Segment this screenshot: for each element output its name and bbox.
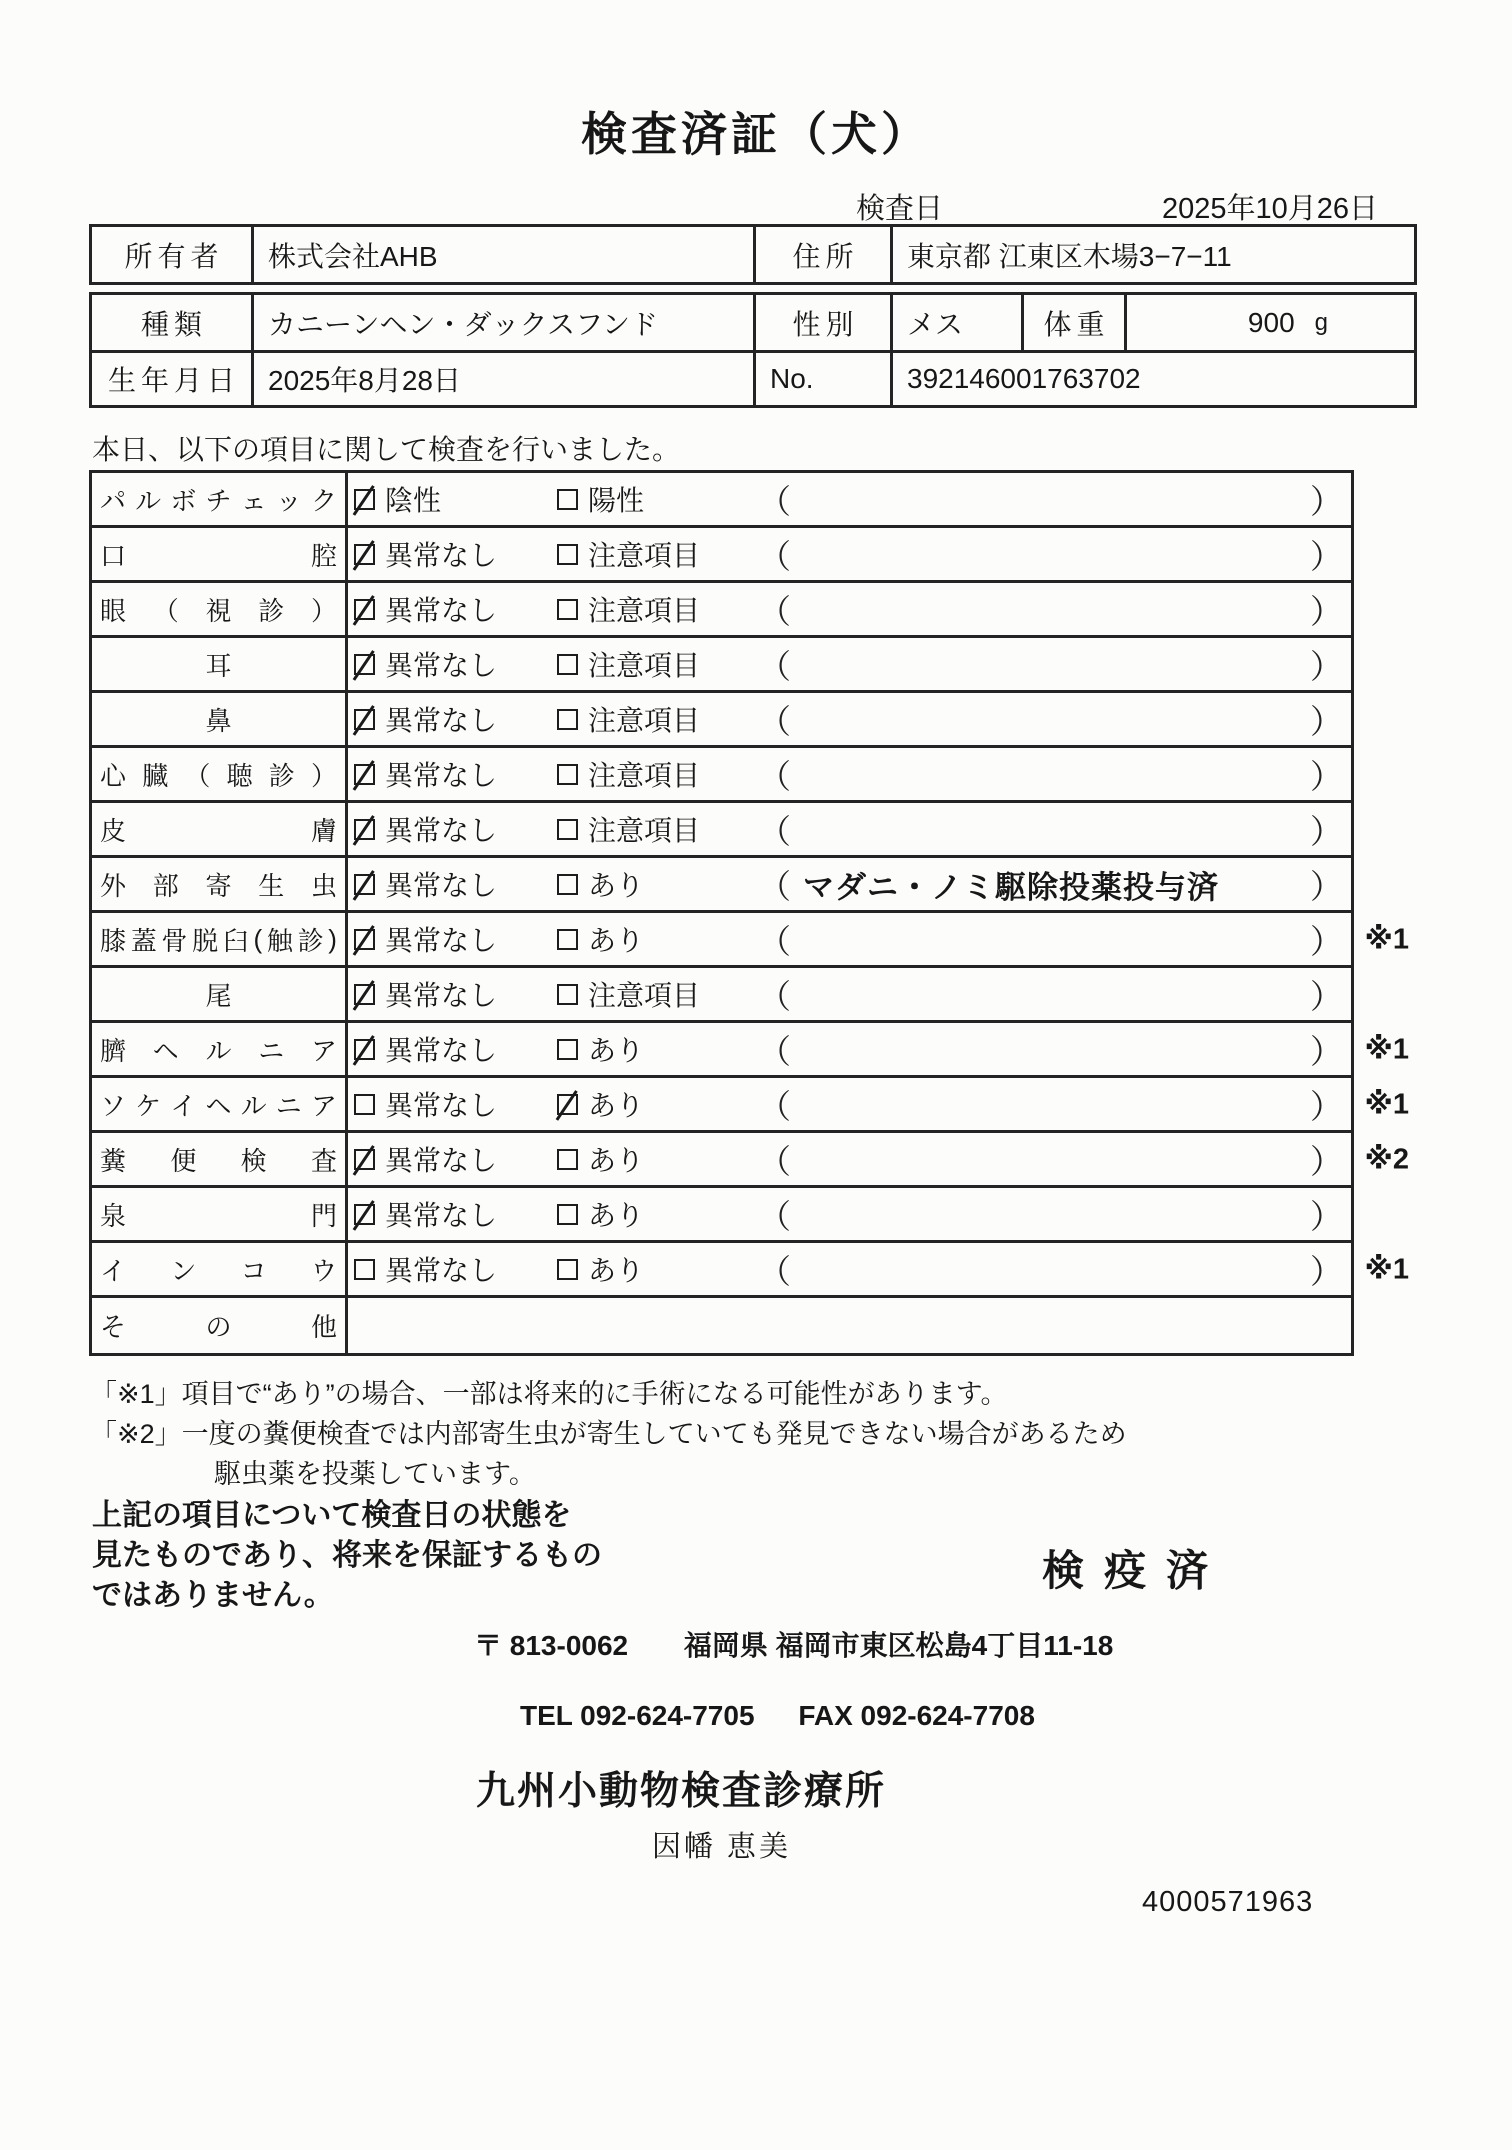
checked-checkbox-icon	[354, 984, 375, 1005]
inspection-item-label	[92, 473, 348, 525]
result-parentheses	[754, 1136, 1351, 1183]
inspection-option	[348, 864, 551, 904]
serial-number: 4000571963	[1142, 1886, 1314, 1918]
open-paren: （	[758, 977, 791, 1015]
birthdate-value-cell: 2025年8月28日	[251, 353, 753, 405]
inspection-row	[92, 693, 1351, 748]
checked-checkbox-icon	[354, 654, 375, 675]
inspection-item-label	[92, 1078, 348, 1130]
label-char: （	[184, 760, 211, 791]
footnote-2: 「※2」一度の糞便検査では内部寄生虫が寄生していても発見できない場合があるため	[90, 1419, 1127, 1449]
owner-value-cell: 株式会社AHB	[251, 227, 753, 282]
inspection-row	[92, 1133, 1409, 1188]
close-paren: ）	[1310, 1252, 1343, 1290]
label-char: 聴	[226, 760, 253, 791]
intro-text: 本日、以下の項目に関して検査を行いました。	[92, 434, 681, 465]
result-parentheses	[754, 751, 1351, 798]
close-paren: ）	[1310, 1032, 1343, 1070]
label-char: ル	[205, 1035, 232, 1066]
inspection-option-label: 異常なし	[385, 1200, 498, 1231]
label-char: 口	[100, 540, 127, 571]
unchecked-checkbox-icon	[354, 1094, 375, 1115]
checked-checkbox-icon	[354, 1204, 375, 1225]
inspection-option	[551, 479, 754, 519]
label-char: パ	[100, 485, 127, 516]
disclaimer-text	[92, 1496, 602, 1616]
checked-checkbox-icon	[354, 544, 375, 565]
unchecked-checkbox-icon	[557, 819, 578, 840]
label-char: 生	[258, 870, 285, 901]
inspection-row	[92, 638, 1351, 693]
inspection-option	[551, 1029, 754, 1069]
inspection-option	[551, 1084, 754, 1124]
inspection-item-label	[92, 528, 348, 580]
inspection-option	[348, 974, 551, 1014]
inspection-row-body	[348, 1133, 1351, 1185]
unchecked-checkbox-icon	[557, 654, 578, 675]
label-char: 診	[268, 760, 295, 791]
weight-value-cell	[1124, 295, 1414, 350]
result-parentheses	[754, 916, 1351, 963]
inspection-option	[551, 1139, 754, 1179]
label-char: ケ	[135, 1090, 162, 1121]
inspection-item-label	[92, 968, 348, 1020]
open-paren: （	[758, 1197, 791, 1235]
close-paren: ）	[1310, 977, 1343, 1015]
sex-label-cell: 性別	[753, 295, 890, 350]
label-char: ヘ	[205, 1090, 232, 1121]
postal-code: 〒 813-0062	[474, 1630, 629, 1661]
label-char: 腔	[310, 540, 337, 571]
label-char: 膚	[310, 815, 337, 846]
inspection-option	[551, 1194, 754, 1234]
inspection-option-label: 異常なし	[385, 650, 498, 681]
inspection-option-label: 陰性	[385, 485, 442, 516]
weight-unit: g	[1314, 308, 1328, 336]
inspection-option-label: あり	[588, 1090, 645, 1121]
inspection-row	[92, 1298, 1351, 1353]
label-char: ソ	[100, 1090, 127, 1121]
inspection-row	[92, 858, 1351, 913]
owner-row	[92, 227, 1414, 282]
checked-checkbox-icon	[354, 764, 375, 785]
label-char: 膝	[100, 925, 127, 956]
result-parentheses	[754, 1026, 1351, 1073]
close-paren: ）	[1310, 647, 1343, 685]
checked-checkbox-icon	[354, 874, 375, 895]
open-paren: （	[758, 1087, 791, 1125]
inspection-option	[348, 1194, 551, 1234]
result-parentheses	[754, 586, 1351, 633]
result-parentheses	[754, 1081, 1351, 1128]
label-char: ウ	[310, 1255, 337, 1286]
result-parentheses	[754, 531, 1351, 578]
label-char: 臓	[142, 760, 169, 791]
label-char: 虫	[310, 870, 337, 901]
label-char: ニ	[275, 1090, 302, 1121]
open-paren: （	[758, 482, 791, 520]
open-paren: （	[758, 812, 791, 850]
inspection-row	[92, 1243, 1409, 1298]
label-char: )	[328, 923, 337, 954]
result-parentheses	[754, 971, 1351, 1018]
unchecked-checkbox-icon	[557, 984, 578, 1005]
checked-checkbox-icon	[354, 489, 375, 510]
label-char: （	[152, 595, 179, 626]
open-paren: （	[758, 1252, 791, 1290]
inspection-option-label: 異常なし	[385, 980, 498, 1011]
unchecked-checkbox-icon	[557, 874, 578, 895]
label-char: 外	[100, 870, 127, 901]
inspection-option	[551, 754, 754, 794]
inspection-option	[348, 809, 551, 849]
inspection-option-label: あり	[588, 1200, 645, 1231]
address-label-cell: 住所	[753, 227, 890, 282]
clinic-name: 九州小動物検査診療所	[476, 1770, 887, 1813]
inspection-option	[551, 699, 754, 739]
label-char: 脱	[192, 925, 219, 956]
inspection-row-body	[348, 638, 1351, 690]
reference-mark: ※2	[1364, 1143, 1409, 1176]
unchecked-checkbox-icon	[557, 489, 578, 510]
inspection-row-body	[348, 528, 1351, 580]
inspection-option-label: 異常なし	[385, 1255, 498, 1286]
open-paren: （	[758, 702, 791, 740]
owner-label-cell: 所有者	[124, 240, 224, 272]
result-parentheses	[754, 1191, 1351, 1238]
label-char: ヘ	[152, 1035, 179, 1066]
unchecked-checkbox-icon	[557, 544, 578, 565]
inspection-option	[348, 1029, 551, 1069]
clinic-tel: TEL 092-624-7705	[520, 1700, 755, 1731]
inspection-row-body	[348, 1243, 1351, 1295]
inspection-item-label	[92, 1298, 348, 1353]
open-paren: （	[758, 757, 791, 795]
breed-value-cell: カニーンヘン・ダックスフンド	[251, 295, 753, 350]
inspection-option-label: 異常なし	[385, 595, 498, 626]
birthdate-row	[92, 350, 1414, 405]
result-parentheses	[754, 806, 1351, 853]
inspection-row-body	[348, 913, 1351, 965]
checked-checkbox-icon	[354, 599, 375, 620]
inspection-row-body	[348, 1298, 1351, 1353]
inspection-row	[92, 473, 1351, 528]
reference-mark: ※1	[1364, 1253, 1409, 1286]
inspection-row-body	[348, 968, 1351, 1020]
label-char: (	[253, 923, 263, 954]
clinic-fax: FAX 092-624-7708	[798, 1700, 1035, 1731]
inspection-row-body	[348, 1188, 1351, 1240]
inspection-option	[348, 534, 551, 574]
inspection-option	[348, 699, 551, 739]
checked-checkbox-icon	[354, 709, 375, 730]
quarantine-stamp: 検疫済	[1042, 1547, 1229, 1594]
inspection-option-label: 異常なし	[385, 540, 498, 571]
footnote-1: 「※1」項目で“あり”の場合、一部は将来的に手術になる可能性があります。	[90, 1379, 1008, 1409]
inspection-row-body	[348, 583, 1351, 635]
inspection-row-body	[348, 693, 1351, 745]
label-char: コ	[240, 1255, 267, 1286]
inspection-row-body	[348, 473, 1351, 525]
label-char: ル	[135, 485, 162, 516]
label-char: ア	[310, 1035, 337, 1066]
label-char: 部	[152, 870, 179, 901]
unchecked-checkbox-icon	[354, 1259, 375, 1280]
label-char: 便	[170, 1145, 197, 1176]
label-char: 臍	[100, 1035, 127, 1066]
open-paren: （	[758, 647, 791, 685]
label-char: 心	[100, 760, 127, 791]
label-char: 視	[205, 595, 232, 626]
label-char: イ	[100, 1255, 127, 1286]
inspection-option-label: 注意項目	[588, 760, 701, 791]
inspection-option-label: 異常なし	[385, 815, 498, 846]
label-char: ）	[310, 760, 337, 791]
close-paren: ）	[1310, 922, 1343, 960]
inspection-row	[92, 968, 1351, 1023]
open-paren: （	[758, 537, 791, 575]
unchecked-checkbox-icon	[557, 1039, 578, 1060]
unchecked-checkbox-icon	[557, 929, 578, 950]
inspection-item-label	[92, 693, 348, 745]
result-parentheses	[754, 1246, 1351, 1293]
label-char: ボ	[170, 485, 197, 516]
inspection-row	[92, 748, 1351, 803]
inspection-row	[92, 913, 1409, 968]
inspection-item-label	[92, 1133, 348, 1185]
result-note: マダニ・ノミ駆除投薬投与済	[803, 869, 1219, 905]
inspection-item-label	[92, 748, 348, 800]
disclaimer-line-2: 見たものであり、将来を保証するもの	[92, 1539, 602, 1572]
address-value-cell: 東京都 江東区木場3−7−11	[890, 227, 1414, 282]
inspection-row	[92, 1188, 1351, 1243]
inspection-option	[551, 534, 754, 574]
inspection-item-label	[92, 1023, 348, 1075]
inspection-item-label	[92, 858, 348, 910]
result-parentheses	[754, 476, 1351, 523]
inspection-row-body	[348, 748, 1351, 800]
inspection-option	[551, 589, 754, 629]
inspection-option	[348, 479, 551, 519]
inspection-option-label: 注意項目	[588, 705, 701, 736]
label-char: ル	[240, 1090, 267, 1121]
no-label-cell: No.	[753, 353, 890, 405]
label-char: ッ	[275, 485, 302, 516]
inspection-option-label: 注意項目	[588, 980, 701, 1011]
inspection-option	[551, 974, 754, 1014]
inspection-option-label: 異常なし	[385, 760, 498, 791]
inspection-option-label: 異常なし	[385, 925, 498, 956]
inspection-option	[348, 919, 551, 959]
examiner-name: 因幡 恵美	[652, 1831, 792, 1863]
inspection-option	[348, 1139, 551, 1179]
label-char: ク	[310, 485, 337, 516]
result-parentheses	[754, 641, 1351, 688]
inspection-row	[92, 583, 1351, 638]
label-char: 査	[310, 1145, 337, 1176]
inspection-option	[348, 589, 551, 629]
footnote-3: 駆虫薬を投薬しています。	[214, 1459, 536, 1489]
inspection-row-body	[348, 1023, 1351, 1075]
unchecked-checkbox-icon	[557, 1259, 578, 1280]
inspection-option-label: 異常なし	[385, 870, 498, 901]
open-paren: （	[758, 1142, 791, 1180]
inspection-option	[551, 644, 754, 684]
inspection-option-label: 注意項目	[588, 815, 701, 846]
inspection-option-label: 異常なし	[385, 1090, 498, 1121]
label-char: 門	[310, 1200, 337, 1231]
inspection-row	[92, 1023, 1409, 1078]
no-value-cell: 392146001763702	[890, 353, 1414, 405]
clinic-tel-line	[520, 1700, 1035, 1732]
inspection-option	[348, 1084, 551, 1124]
label-char: チ	[205, 485, 232, 516]
result-parentheses	[754, 861, 1351, 908]
inspection-date-value: 2025年10月26日	[1162, 193, 1379, 225]
label-char: 寄	[205, 870, 232, 901]
inspection-item-label	[92, 638, 348, 690]
label-char: 鼻	[205, 705, 232, 736]
label-char: ア	[310, 1090, 337, 1121]
unchecked-checkbox-icon	[557, 764, 578, 785]
close-paren: ）	[1310, 482, 1343, 520]
inspection-option-label: 陽性	[588, 485, 645, 516]
disclaimer-line-1: 上記の項目について検査日の状態を	[92, 1499, 572, 1532]
label-char: 触	[266, 925, 293, 956]
close-paren: ）	[1310, 757, 1343, 795]
inspection-item-label	[92, 913, 348, 965]
reference-mark: ※1	[1364, 923, 1409, 956]
inspection-option-label: 注意項目	[588, 540, 701, 571]
weight-value: 900	[1247, 306, 1295, 338]
label-char: ン	[170, 1255, 197, 1286]
inspection-row-body	[348, 1078, 1351, 1130]
inspection-item-label	[92, 1243, 348, 1295]
label-char: そ	[100, 1312, 127, 1342]
close-paren: ）	[1310, 702, 1343, 740]
inspection-option-label: あり	[588, 1255, 645, 1286]
pet-info-table	[89, 292, 1417, 408]
inspection-option-label: 異常なし	[385, 705, 498, 736]
reference-mark: ※1	[1364, 1033, 1409, 1066]
inspection-option-label: あり	[588, 925, 645, 956]
weight-label-cell: 体重	[1021, 295, 1124, 350]
inspection-item-label	[92, 1188, 348, 1240]
label-char: の	[205, 1312, 232, 1342]
inspection-option-label: 注意項目	[588, 650, 701, 681]
label-char: 検	[240, 1145, 267, 1176]
label-char: 骨	[161, 925, 188, 956]
label-char: イ	[170, 1090, 197, 1121]
inspection-date-label: 検査日	[856, 193, 944, 225]
inspection-option-label: あり	[588, 870, 645, 901]
inspection-item-label	[92, 803, 348, 855]
inspection-option-label: あり	[588, 1145, 645, 1176]
inspection-option	[551, 864, 754, 904]
unchecked-checkbox-icon	[557, 599, 578, 620]
close-paren: ）	[1310, 537, 1343, 575]
inspection-option-label: 異常なし	[385, 1035, 498, 1066]
inspection-row	[92, 803, 1351, 858]
inspection-row	[92, 528, 1351, 583]
clinic-address: 福岡県 福岡市東区松島4丁目11-18	[683, 1630, 1114, 1661]
label-char: ニ	[258, 1035, 285, 1066]
reference-mark: ※1	[1364, 1088, 1409, 1121]
checked-checkbox-icon	[354, 1039, 375, 1060]
checked-checkbox-icon	[354, 929, 375, 950]
label-char: 尾	[205, 980, 232, 1011]
close-paren: ）	[1310, 1087, 1343, 1125]
owner-info-table	[89, 224, 1417, 285]
inspection-option	[551, 809, 754, 849]
close-paren: ）	[1310, 1197, 1343, 1235]
label-char: ェ	[240, 485, 267, 516]
unchecked-checkbox-icon	[557, 1149, 578, 1170]
close-paren: ）	[1310, 592, 1343, 630]
label-char: 皮	[100, 815, 127, 846]
checked-checkbox-icon	[354, 819, 375, 840]
inspection-row-body	[348, 803, 1351, 855]
birthdate-label-cell: 生年月日	[107, 365, 240, 396]
label-char: 蓋	[130, 925, 157, 956]
inspection-table	[89, 470, 1409, 1356]
inspection-item-label	[92, 583, 348, 635]
inspection-option-label: 注意項目	[588, 595, 701, 626]
close-paren: ）	[1310, 867, 1343, 905]
document-title: 検査済証（犬）	[581, 108, 931, 160]
label-char: 眼	[100, 595, 127, 626]
label-char: 臼	[222, 925, 249, 956]
label-char: 診	[258, 595, 285, 626]
clinic-address-line	[474, 1624, 1113, 1664]
inspection-option	[551, 919, 754, 959]
checked-checkbox-icon	[557, 1094, 578, 1115]
breed-row	[92, 295, 1414, 350]
unchecked-checkbox-icon	[557, 1204, 578, 1225]
close-paren: ）	[1310, 1142, 1343, 1180]
label-char: ）	[310, 595, 337, 626]
sex-value-cell: メス	[890, 295, 1021, 350]
checked-checkbox-icon	[354, 1149, 375, 1170]
result-parentheses	[754, 696, 1351, 743]
inspection-option	[348, 1249, 551, 1289]
breed-label-cell: 種類	[140, 308, 207, 340]
close-paren: ）	[1310, 812, 1343, 850]
open-paren: （	[758, 1032, 791, 1070]
inspection-option-label: 異常なし	[385, 1145, 498, 1176]
inspection-option	[348, 644, 551, 684]
inspection-option	[348, 754, 551, 794]
inspection-option	[551, 1249, 754, 1289]
open-paren: （	[758, 922, 791, 960]
label-char: 他	[310, 1312, 337, 1342]
label-char: 糞	[100, 1145, 127, 1176]
inspection-row-body	[348, 858, 1351, 910]
label-char: 泉	[100, 1200, 127, 1231]
disclaimer-line-3: ではありません。	[92, 1579, 334, 1612]
label-char: 耳	[205, 650, 232, 681]
inspection-row	[92, 1078, 1409, 1133]
open-paren: （	[758, 592, 791, 630]
open-paren: （	[758, 867, 791, 905]
label-char: 診	[297, 925, 324, 956]
unchecked-checkbox-icon	[557, 709, 578, 730]
inspection-option-label: あり	[588, 1035, 645, 1066]
